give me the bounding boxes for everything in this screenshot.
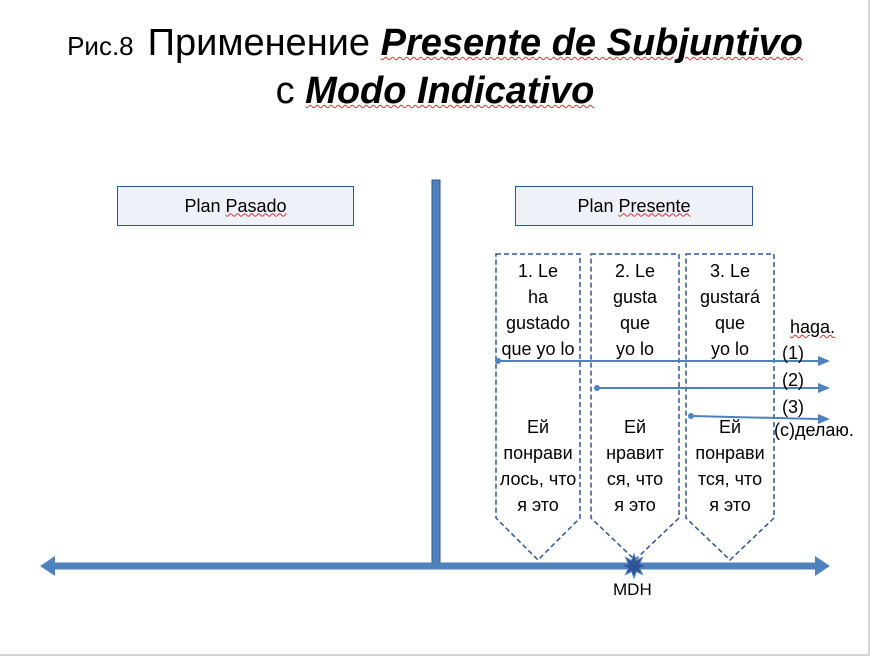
column-1-spanish-line: gustado xyxy=(505,313,571,333)
column-1-spanish-line: ha xyxy=(527,287,549,307)
haga-text: haga. xyxy=(790,317,836,337)
arrow-head-1 xyxy=(818,356,830,366)
figure-label: Рис.8 xyxy=(67,31,134,61)
column-1-russian-line: понрави xyxy=(503,443,573,463)
label-number-3: (3) xyxy=(782,397,804,417)
column-1-russian-line: я это xyxy=(517,495,559,515)
column-2-spanish-line: que xyxy=(619,313,651,333)
column-1-spanish-line: que yo lo xyxy=(501,339,575,359)
column-2-russian-line: нравит xyxy=(606,443,664,463)
title-plain-1: Применение xyxy=(147,22,371,64)
title-plain-2: с xyxy=(275,70,295,112)
column-3-russian xyxy=(688,414,772,518)
column-1-russian-line: лось, что xyxy=(499,469,577,489)
label-delayu: (с)делаю. xyxy=(774,420,854,440)
column-1-spanish-line: 1. Le xyxy=(517,261,559,281)
column-2-russian-line: я это xyxy=(614,495,656,515)
plan-pasado-word1: Plan xyxy=(184,195,221,216)
arrow-start-dot-2 xyxy=(594,385,600,391)
column-1-russian xyxy=(496,414,580,518)
column-2-russian-line: ся, что xyxy=(606,469,664,489)
label-number-1: (1) xyxy=(782,343,804,363)
arrow-head-2 xyxy=(818,383,830,393)
title-bold-1: Presente de Subjuntivo xyxy=(380,22,803,64)
column-3-spanish-line: que xyxy=(714,313,746,333)
column-1-russian-line: Ей xyxy=(526,417,550,437)
vertical-divider xyxy=(432,180,440,564)
column-3-russian-line: Ей xyxy=(718,417,742,437)
timeline-right-arrowhead xyxy=(815,556,830,576)
column-3-spanish xyxy=(690,258,770,362)
column-3-russian-line: я это xyxy=(709,495,751,515)
column-2-russian xyxy=(593,414,677,518)
column-1-spanish xyxy=(498,258,578,362)
column-2-spanish-line: gusta xyxy=(612,287,658,307)
column-2-spanish-line: yo lo xyxy=(615,339,655,359)
column-2-spanish-line: 2. Le xyxy=(614,261,656,281)
column-3-russian-line: тся, что xyxy=(697,469,763,489)
plan-presente-word1: Plan xyxy=(577,195,614,216)
plan-pasado-word2: Pasado xyxy=(225,195,287,216)
column-3-spanish-line: yo lo xyxy=(710,339,750,359)
column-2-russian-line: Ей xyxy=(623,417,647,437)
timeline-left-arrowhead xyxy=(40,556,55,576)
column-3-spanish-line: 3. Le xyxy=(709,261,751,281)
column-3-spanish-line: gustará xyxy=(699,287,761,307)
column-2-spanish xyxy=(595,258,675,362)
title-bold-2: Modo Indicativo xyxy=(305,70,595,112)
mdh-label: MDH xyxy=(613,580,652,599)
label-number-2: (2) xyxy=(782,370,804,390)
mdh-star-icon xyxy=(622,554,646,578)
plan-presente-word2: Presente xyxy=(618,195,691,216)
label-haga xyxy=(790,317,835,338)
column-3-russian-line: понрави xyxy=(695,443,765,463)
